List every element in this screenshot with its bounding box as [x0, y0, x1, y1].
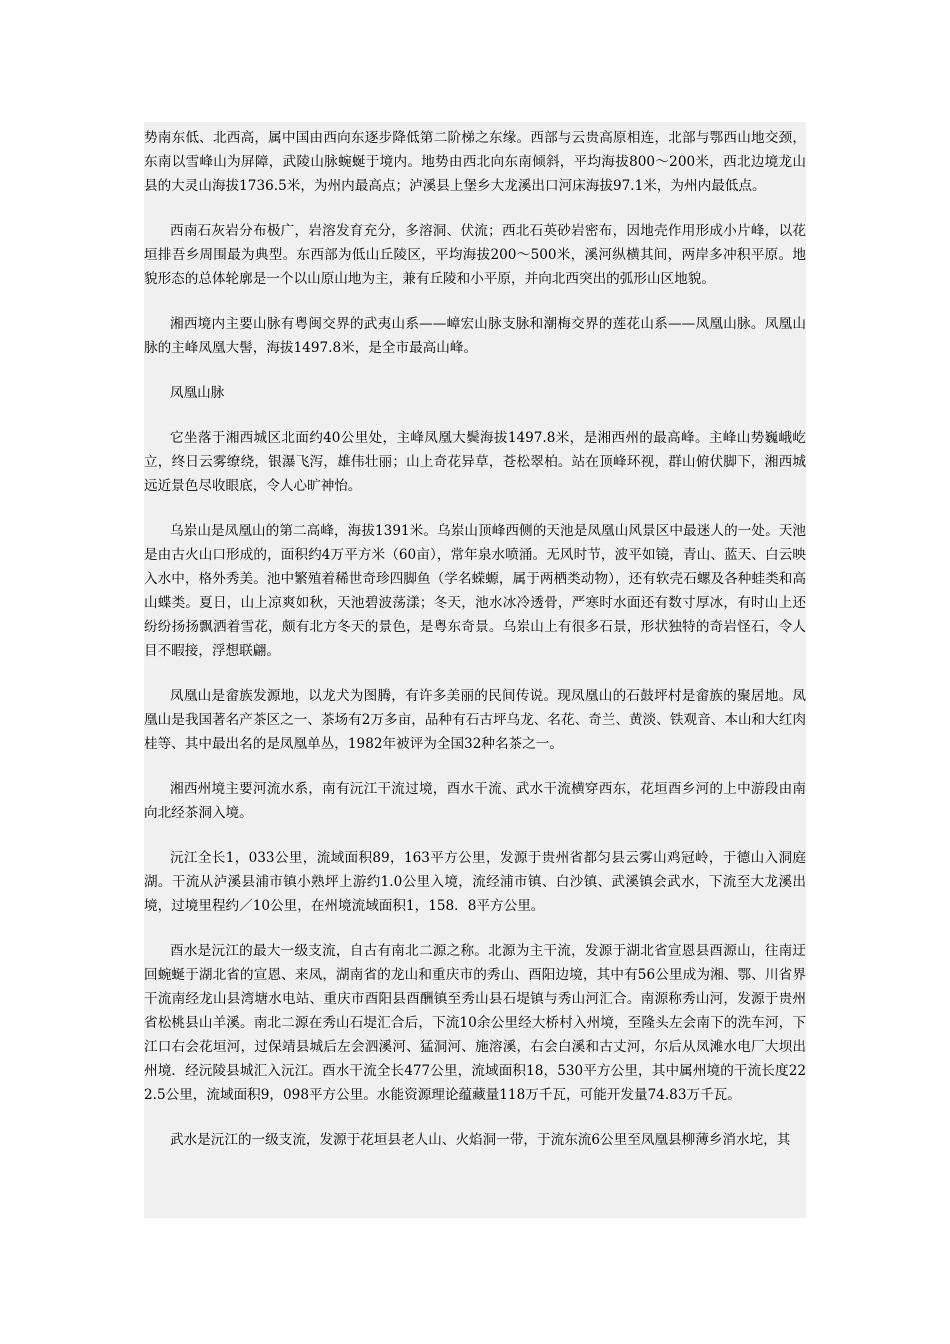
paragraph: 酉水是沅江的最大一级支流，自古有南北二源之称。北源为主干流，发源于湖北省宣恩县酉源山，往南迂回蜿蜒于湖北省的宣恩、来凤，湖南省的龙山和重庆市的秀山、酉阳边境，其中有56公里成为湘、鄂、川省界干流南经龙山县湾塘水电站、重庆市酉阳县酉酬镇至秀山县石堤镇与秀山河汇合。南源称秀山河，发源于贵州省松桃县山羊溪。南北二源在秀山石堤汇合后，下流10余公里经大桥村入州境，至隆头左会南下的洗车河，下江口右会花垣河，过保靖县城后左会泗溪河、猛洞河、施溶溪，右会白溪和古丈河，尔后从凤滩水电厂大坝出州境．经沅陵县城汇入沅江。酉水干流全长477公里，流域面积18，530平方公里，其中属州境的干流长度222.5公里，流域面积9，098平方公里。水能资源理论蕴藏量118万千瓦，可能开发量74.83万千瓦。	[144, 943, 806, 1103]
paragraph: 西南石灰岩分布极广，岩溶发育充分，多溶洞、伏流；西北石英砂岩密布，因地壳作用形成小片峰，以花垣排吾乡周围最为典型。东西部为低山丘陵区，平均海拔200～500米，溪河纵横其间，两岸多冲积平原。地貌形态的总体轮廓是一个以山原山地为主，兼有丘陵和小平原，并向北西突出的弧形山区地貌。	[144, 223, 806, 287]
paragraph: 武水是沅江的一级支流，发源于花垣县老人山、火焰洞一带，于流东流6公里至凤凰县柳薄乡消水坨，其	[170, 1132, 791, 1148]
paragraph: 沅江全长1，033公里，流域面积89，163平方公里，发源于贵州省都匀县云雾山鸡冠岭，于德山入洞庭湖。干流从泸溪县浦市镇小熟坪上游约1.0公里入境，流经浦市镇、白沙镇、武溪镇会武水，下流至大龙溪出境，过境里程约／10公里，在州境流域面积1，158．8平方公里。	[144, 850, 806, 914]
paragraph: 势南东低、北西高，属中国由西向东逐步降低第二阶梯之东缘。西部与云贵高原相连，北部与鄂西山地交颈，东南以雪峰山为屏障，武陵山脉蜿蜒于境内。地势由西北向东南倾斜，平均海拔800～200米，西北边境龙山县的大灵山海拔1736.5米，为州内最高点；泸溪县上堡乡大龙溪出口河床海拔97.1米，为州内最低点。	[144, 130, 806, 194]
paragraph: 乌岽山是凤凰山的第二高峰，海拔1391米。乌岽山顶峰西侧的天池是凤凰山风景区中最迷人的一处。天池是由古火山口形成的，面积约4万平方米（60亩），常年泉水喷涌。无风时节，波平如镜，青山、蓝天、白云映入水中，格外秀美。池中繁殖着稀世奇珍四脚鱼（学名蝾螈，属于两栖类动物），还有软壳石螺及各种蛙类和高山蝶类。夏日，山上凉爽如秋，天池碧波荡漾；冬天，池水冰冷透骨，严寒时水面还有数寸厚冰，有时山上还纷纷扬扬飘洒着雪花，颇有北方冬天的景色，是粤东奇景。乌岽山上有很多石景，形状独特的奇岩怪石，令人目不暇接，浮想联翩。	[144, 523, 806, 659]
document-body	[144, 122, 806, 1218]
paragraph: 湘西州境主要河流水系，南有沅江干流过境，酉水干流、武水干流横穿西东，花垣酉乡河的上中游段由南向北经茶洞入境。	[144, 781, 806, 821]
paragraph: 湘西境内主要山脉有粤闽交界的武夷山系——嶂宏山脉支脉和潮梅交界的莲花山系——凤凰山脉。凤凰山脉的主峰凤凰大髻，海拔1497.8米，是全市最高山峰。	[144, 316, 806, 356]
paragraph: 凤凰山是畲族发源地，以龙犬为图腾，有许多美丽的民间传说。现凤凰山的石鼓坪村是畲族的聚居地。凤凰山是我国著名产茶区之一、茶场有2万多亩，品种有石古坪乌龙、名花、奇兰、黄淡、铁观音、本山和大红肉桂等、其中最出名的是凤凰单丛，1982年被评为全国32种名茶之一。	[144, 688, 806, 752]
section-heading: 凤凰山脉	[170, 385, 225, 401]
paragraph: 它坐落于湘西城区北面约40公里处，主峰凤凰大鬓海拔1497.8米，是湘西州的最高峰。主峰山势巍峨屹立，终日云雾缭绕，银瀑飞泻，雄伟壮丽；山上奇花异草，苍松翠柏。站在顶峰环视，群山俯伏脚下，湘西城远近景色尽收眼底，令人心旷神怡。	[144, 430, 806, 494]
